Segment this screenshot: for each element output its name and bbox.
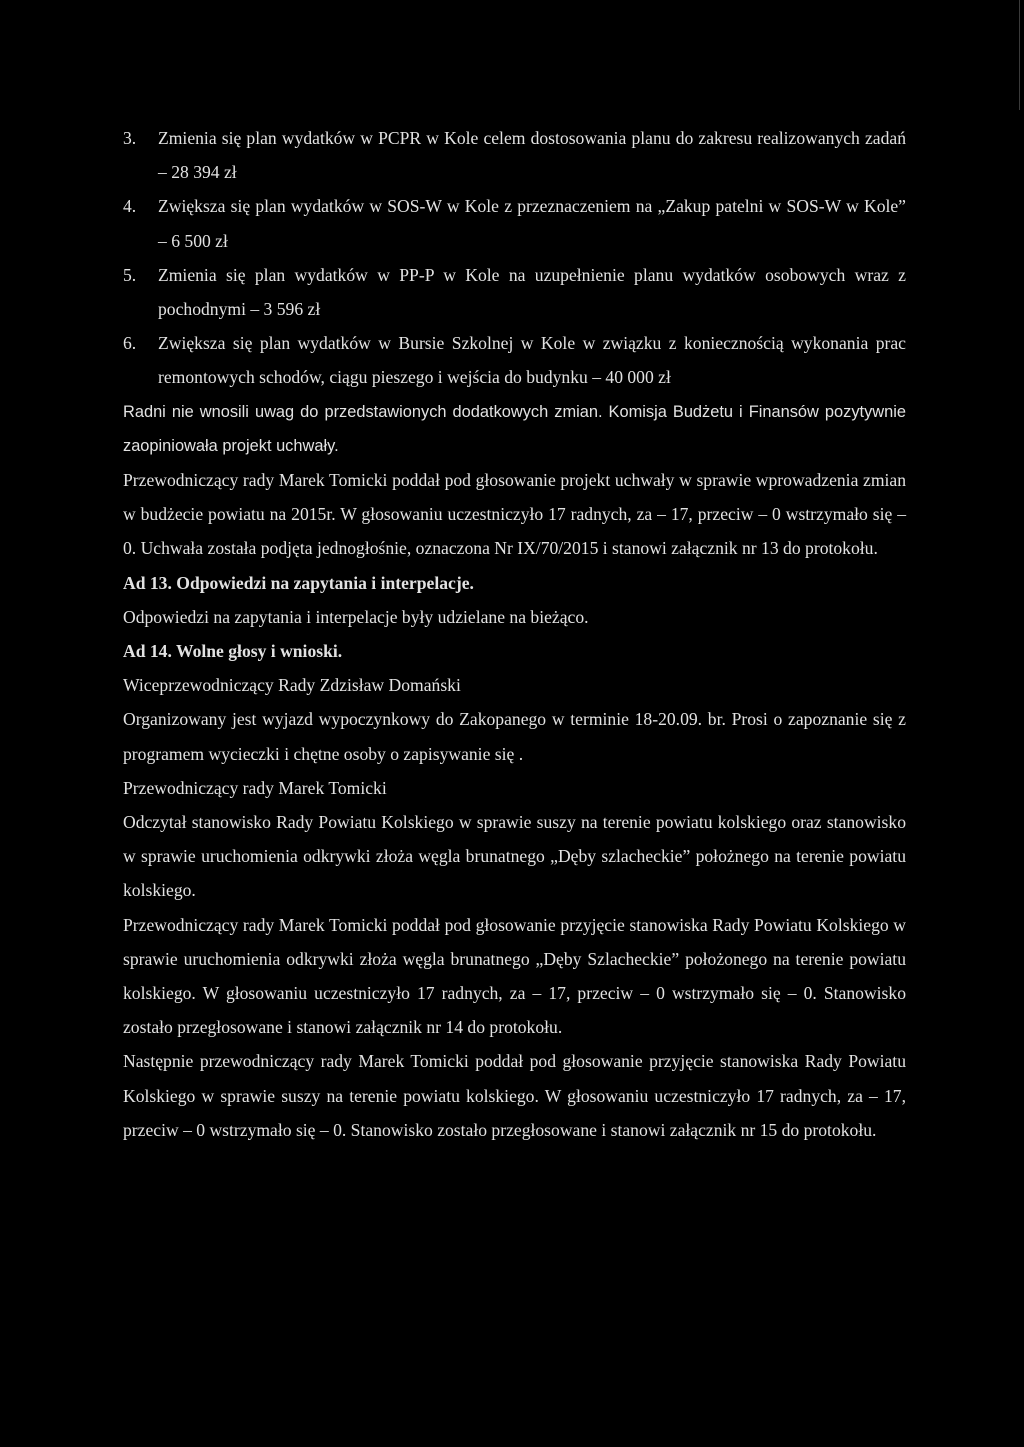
paragraph-budget-vote: Przewodniczący rady Marek Tomicki poddał pod głosowanie projekt uchwały w sprawie wprowadzenia zmian w budżecie powiatu na 2015r. W głosowaniu uczestniczyło 17 radnych, za – 17, przeciw – 0 wstrzymało się – 0. Uchwała została podjęta jednogłośnie, oznaczona Nr IX/70/2015 i stanowi załącznik nr 13 do protokołu. xyxy=(123,470,906,559)
list-item xyxy=(123,258,906,326)
paragraph-trip: Organizowany jest wyjazd wypoczynkowy do Zakopanego w terminie 18-20.09. br. Prosi o zapoznanie się z programem wycieczki i chętne osoby o zapisywanie się . xyxy=(123,709,906,764)
paragraph-answers: Odpowiedzi na zapytania i interpelacje były udzielane na bieżąco. xyxy=(123,606,589,627)
list-text: Zwiększa się plan wydatków w SOS-W w Kole z przeznaczeniem na „Zakup patelni w SOS-W w Kole” – 6 500 zł xyxy=(158,196,906,251)
scan-edge-line xyxy=(1019,0,1020,110)
paragraph-positions-read: Odczytał stanowisko Rady Powiatu Kolskiego w sprawie suszy na terenie powiatu kolskiego oraz stanowisko w sprawie uruchomienia odkrywki złoża węgla brunatnego „Dęby szlacheckie” położnego na terenie powiatu kolskiego. xyxy=(123,812,906,901)
list-number: 6. xyxy=(123,333,137,354)
paragraph-vice-chairman: Wiceprzewodniczący Rady Zdzisław Domański xyxy=(123,675,461,696)
list-number: 3. xyxy=(123,128,137,148)
list-number: 4. xyxy=(123,196,137,217)
paragraph-chairman: Przewodniczący rady Marek Tomicki xyxy=(123,777,387,798)
list-text: Zmienia się plan wydatków w PCPR w Kole celem dostosowania planu do zakresu realizowanych zadań – 28 394 zł xyxy=(158,128,906,183)
heading-ad-13: Ad 13. Odpowiedzi na zapytania i interpelacje. xyxy=(123,572,474,593)
list-number: 5. xyxy=(123,264,137,285)
paragraph-committee-opinion: Radni nie wnosili uwag do przedstawionych dodatkowych zmian. Komisja Budżetu i Finansów pozytywnie zaopiniowała projekt uchwały. xyxy=(123,402,906,455)
list-item xyxy=(123,121,906,189)
paragraph-lignite-vote: Przewodniczący rady Marek Tomicki poddał pod głosowanie przyjęcie stanowiska Rady Powiatu Kolskiego w sprawie uruchomienia odkrywki złoża węgla brunatnego „Dęby Szlacheckie” położonego na terenie powiatu kolskiego. W głosowaniu uczestniczyło 17 radnych, za – 17, przeciw – 0 wstrzymało się – 0. Stanowisko zostało przegłosowane i stanowi załącznik nr 14 do protokołu. xyxy=(123,914,906,1038)
list-item xyxy=(123,326,906,394)
list-text: Zwiększa się plan wydatków w Bursie Szkolnej w Kole w związku z koniecznością wykonania prac remontowych schodów, ciągu pieszego i wejścia do budynku – 40 000 zł xyxy=(158,333,906,388)
list-item xyxy=(123,189,906,257)
heading-ad-14: Ad 14. Wolne głosy i wnioski. xyxy=(123,641,343,662)
list-text: Zmienia się plan wydatków w PP-P w Kole na uzupełnienie planu wydatków osobowych wraz z pochodnymi – 3 596 zł xyxy=(158,264,906,320)
document-body xyxy=(123,121,906,1147)
paragraph-drought-vote: Następnie przewodniczący rady Marek Tomicki poddał pod głosowanie przyjęcie stanowiska Rady Powiatu Kolskiego w sprawie suszy na terenie powiatu kolskiego. W głosowaniu uczestniczyło 17 radnych, za – 17, przeciw – 0 wstrzymało się – 0. Stanowisko zostało przegłosowane i stanowi załącznik nr 15 do protokołu. xyxy=(123,1051,906,1140)
